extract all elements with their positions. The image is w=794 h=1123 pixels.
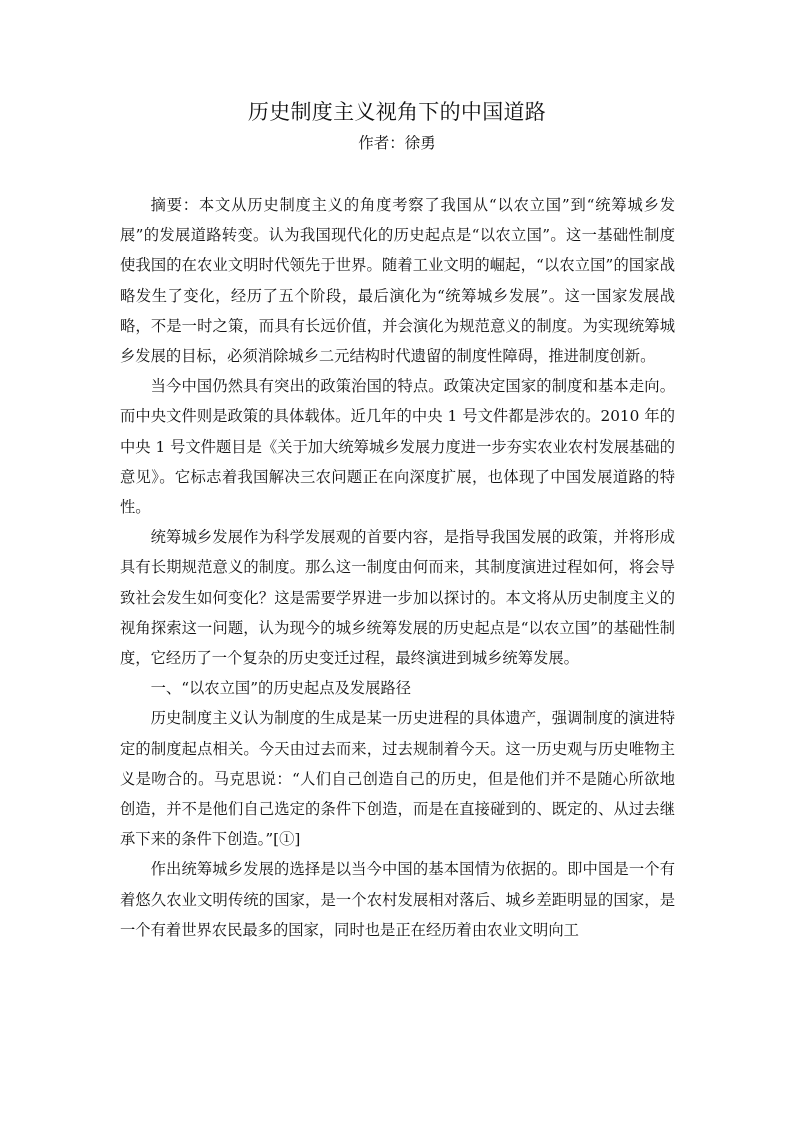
body-paragraph: 统筹城乡发展作为科学发展观的首要内容，是指导我国发展的政策，并将形成具有长期规范意义的制度。那么这一制度由何而来，其制度演进过程如何，将会导致社会发生如何变化？这是需要学界进一步加以探讨的。本文将从历史制度主义的视角探索这一问题，认为现今的城乡统筹发展的历史起点是“以农立国”的基础性制度，它经历了一个复杂的历史变迁过程，最终演进到城乡统筹发展。 [120,528,675,668]
body-paragraph: 历史制度主义认为制度的生成是某一历史进程的具体遗产，强调制度的演进特定的制度起点相关。今天由过去而来，过去规制着今天。这一历史观与历史唯物主义是吻合的。马克思说：“人们自己创造自己的历史，但是他们并不是随心所欲地创造，并不是他们自己选定的条件下创造，而是在直接碰到的、既定的、从过去继承下来的条件下创造。”[①] [120,709,675,849]
paper-title: 历史制度主义视角下的中国道路 [247,100,547,124]
body-paragraph: 作出统筹城乡发展的选择是以当今中国的基本国情为依据的。即中国是一个有着悠久农业文明传统的国家，是一个农村发展相对落后、城乡差距明显的国家，是一个有着世界农民最多的国家，同时也是正在经历着由农业文明向工 [120,860,675,939]
section-heading: 一、“以农立国”的历史起点及发展路径 [150,679,411,698]
paper-author: 作者：徐勇 [358,134,436,152]
body-paragraph: 当今中国仍然具有突出的政策治国的特点。政策决定国家的制度和基本走向。而中央文件则是政策的具体载体。近几年的中央 1 号文件都是涉农的。2010 年的中央 1 号文件题目是《关于加大统筹城乡发展力度进一步夯实农业农村发展基础的意见》。它标志着我国解决三农问题正在向深度扩展，也体现了中国发展道路的特性。 [120,377,675,517]
abstract-paragraph: 摘要：本文从历史制度主义的角度考察了我国从“以农立国”到“统筹城乡发展”的发展道路转变。认为我国现代化的历史起点是“以农立国”。这一基础性制度使我国的在农业文明时代领先于世界。随着工业文明的崛起，“以农立国”的国家战略发生了变化，经历了五个阶段，最后演化为“统筹城乡发展”。这一国家发展战略，不是一时之策，而具有长远价值，并会演化为规范意义的制度。为实现统筹城乡发展的目标，必须消除城乡二元结构时代遗留的制度性障碍，推进制度创新。 [120,196,675,366]
paper-body [120,190,675,945]
